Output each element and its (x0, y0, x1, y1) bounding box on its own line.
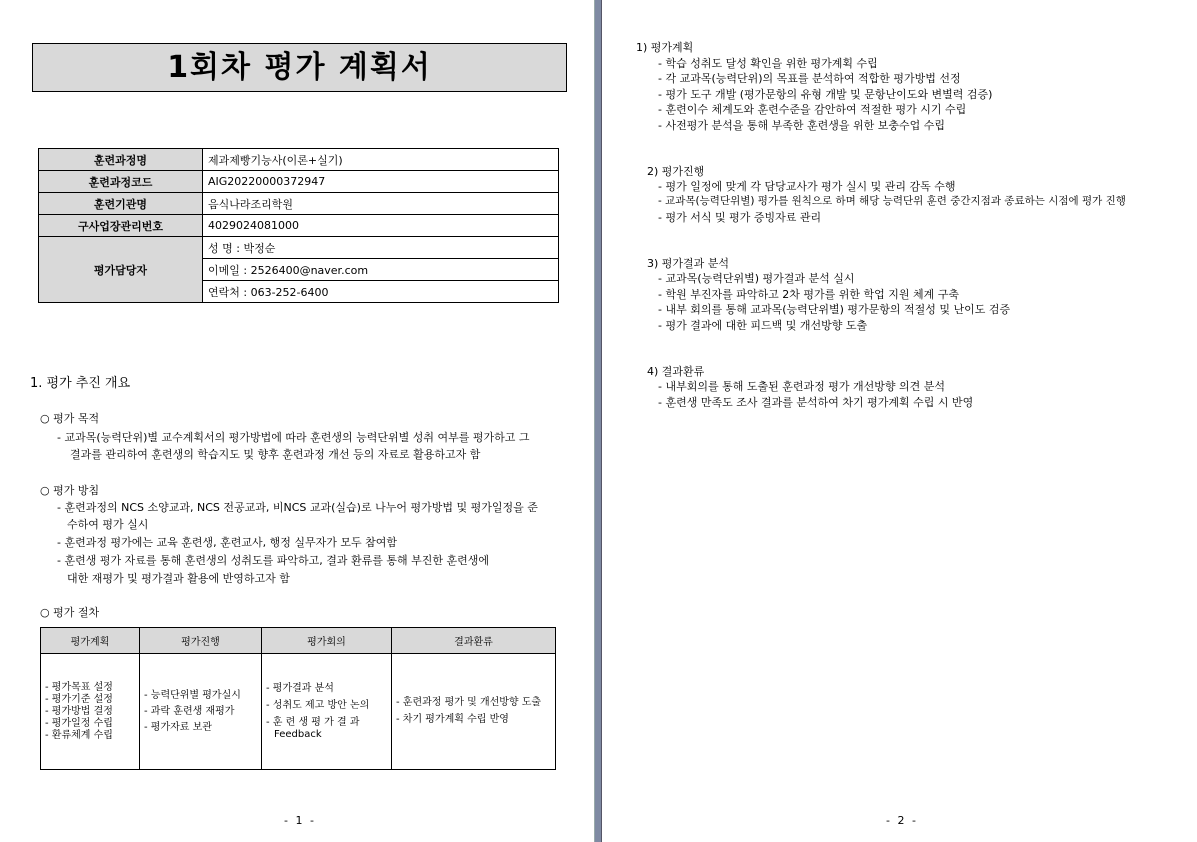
business-number-value: 4029024081000 (203, 215, 559, 237)
course-code-value: AIG20220000372947 (203, 171, 559, 193)
table-row (39, 193, 559, 215)
section-feedback-heading: 4) 결과환류 (647, 365, 705, 378)
list-item: - 훈련생 만족도 조사 결과를 분석하여 차기 평가계획 수립 시 반영 (658, 396, 974, 409)
evaluator-label: 평가담당자 (39, 237, 203, 303)
policy-line-4: - 훈련생 평가 자료를 통해 훈련생의 성취도를 파악하고, 결과 환류를 통해 부진한 훈련생에 (57, 554, 489, 567)
list-item: - 훈련이수 체계도와 훈련수준을 감안하여 적절한 평가 시기 수립 (658, 103, 967, 116)
list-item: Feedback (274, 728, 322, 740)
table-row (39, 215, 559, 237)
column-header: 평가회의 (262, 628, 392, 654)
list-item: - 평가 일정에 맞게 각 담당교사가 평가 실시 및 관리 감독 수행 (658, 180, 956, 193)
list-item: - 차기 평가계획 수립 반영 (396, 714, 509, 725)
table-row (39, 149, 559, 171)
evaluator-email: 이메일 : 2526400@naver.com (203, 259, 559, 281)
list-item: - 평가목표 설정 (45, 681, 113, 693)
page-number: - 2 - (886, 814, 918, 827)
policy-line-5: 대한 재평가 및 평가결과 활용에 반영하고자 함 (67, 572, 290, 585)
list-item: - 평가방법 결정 (45, 705, 113, 717)
course-name-label: 훈련과정명 (39, 149, 203, 171)
list-item: - 사전평가 분석을 통해 부족한 훈련생을 위한 보충수업 수립 (658, 119, 945, 132)
list-item: - 학원 부진자를 파악하고 2차 평가를 위한 학업 지원 체계 구축 (658, 288, 959, 301)
policy-line-3: - 훈련과정 평가에는 교육 훈련생, 훈련교사, 행정 실무자가 모두 참여함 (57, 536, 397, 549)
column-header: 평가진행 (140, 628, 262, 654)
plan-cell (41, 654, 140, 770)
progress-cell (140, 654, 262, 770)
policy-line-2: 수하여 평가 실시 (67, 518, 149, 531)
institution-value: 음식나라조리학원 (203, 193, 559, 215)
course-name-value: 제과제빵기능사(이론+실기) (203, 149, 559, 171)
course-info-table (38, 148, 559, 303)
institution-label: 훈련기관명 (39, 193, 203, 215)
purpose-line-2: 결과를 관리하여 훈련생의 학습지도 및 향후 훈련과정 개선 등의 자료로 활용하고자 함 (70, 448, 481, 461)
evaluator-phone: 연락처 : 063-252-6400 (203, 281, 559, 303)
section-1-title: 1. 평가 추진 개요 (30, 376, 131, 391)
procedure-table (40, 627, 556, 770)
list-item: - 내부회의를 통해 도출된 훈련과정 평가 개선방향 의견 분석 (658, 380, 945, 393)
list-item: - 훈련과정 평가 및 개선방향 도출 (396, 697, 542, 708)
meeting-cell (262, 654, 392, 770)
column-header: 평가계획 (41, 628, 140, 654)
list-item: - 환류체계 수립 (45, 729, 113, 741)
document-page-2 (601, 0, 1197, 842)
business-number-label: 구사업장관리번호 (39, 215, 203, 237)
table-row (39, 237, 559, 259)
list-item: - 학습 성취도 달성 확인을 위한 평가계획 수립 (658, 57, 878, 70)
list-item: - 내부 회의를 통해 교과목(능력단위별) 평가문항의 적절성 및 난이도 검증 (658, 303, 1011, 316)
procedure-heading: ○ 평가 절차 (40, 606, 100, 619)
list-item: - 각 교과목(능력단위)의 목표를 분석하여 적합한 평가방법 선정 (658, 72, 961, 85)
table-header-row (41, 628, 556, 654)
list-item: - 평가일정 수립 (45, 717, 113, 729)
document-page-1 (0, 0, 595, 842)
policy-line-1: - 훈련과정의 NCS 소양교과, NCS 전공교과, 비NCS 교과(실습)로 나누어 평가방법 및 평가일정을 준 (57, 501, 538, 514)
table-row (41, 654, 556, 770)
list-item: - 평가결과 분석 (266, 682, 334, 694)
list-item: - 훈 련 생 평 가 결 과 (266, 716, 360, 728)
page-number: - 1 - (284, 814, 316, 827)
list-item: - 교과목(능력단위별) 평가결과 분석 실시 (658, 272, 855, 285)
feedback-cell (392, 654, 556, 770)
document-title: 1회차 평가 계획서 (32, 43, 567, 92)
purpose-line-1: - 교과목(능력단위)별 교수계획서의 평가방법에 따라 훈련생의 능력단위별 성취 여부를 평가하고 그 (57, 431, 530, 444)
list-item: - 과락 훈련생 재평가 (144, 705, 235, 717)
list-item: - 평가기준 설정 (45, 693, 113, 705)
list-item: - 평가 서식 및 평가 증빙자료 관리 (658, 211, 822, 224)
table-row (39, 171, 559, 193)
policy-heading: ○ 평가 방침 (40, 484, 100, 497)
section-progress-heading: 2) 평가진행 (647, 165, 705, 178)
section-analysis-heading: 3) 평가결과 분석 (647, 257, 730, 270)
list-item: - 교과목(능력단위별) 평가를 원칙으로 하며 해당 능력단위 훈련 중간지점과 종료하는 시점에 평가 진행 (658, 195, 1126, 207)
list-item: - 평가자료 보관 (144, 721, 212, 733)
section-plan-heading: 1) 평가계획 (636, 41, 694, 54)
list-item: - 성취도 제고 방안 논의 (266, 699, 370, 711)
column-header: 결과환류 (392, 628, 556, 654)
evaluator-name: 성 명 : 박정순 (203, 237, 559, 259)
list-item: - 능력단위별 평가실시 (144, 689, 241, 701)
course-code-label: 훈련과정코드 (39, 171, 203, 193)
list-item: - 평가 도구 개발 (평가문항의 유형 개발 및 문항난이도와 변별력 검증) (658, 88, 993, 101)
purpose-heading: ○ 평가 목적 (40, 412, 100, 425)
list-item: - 평가 결과에 대한 피드백 및 개선방향 도출 (658, 319, 868, 332)
